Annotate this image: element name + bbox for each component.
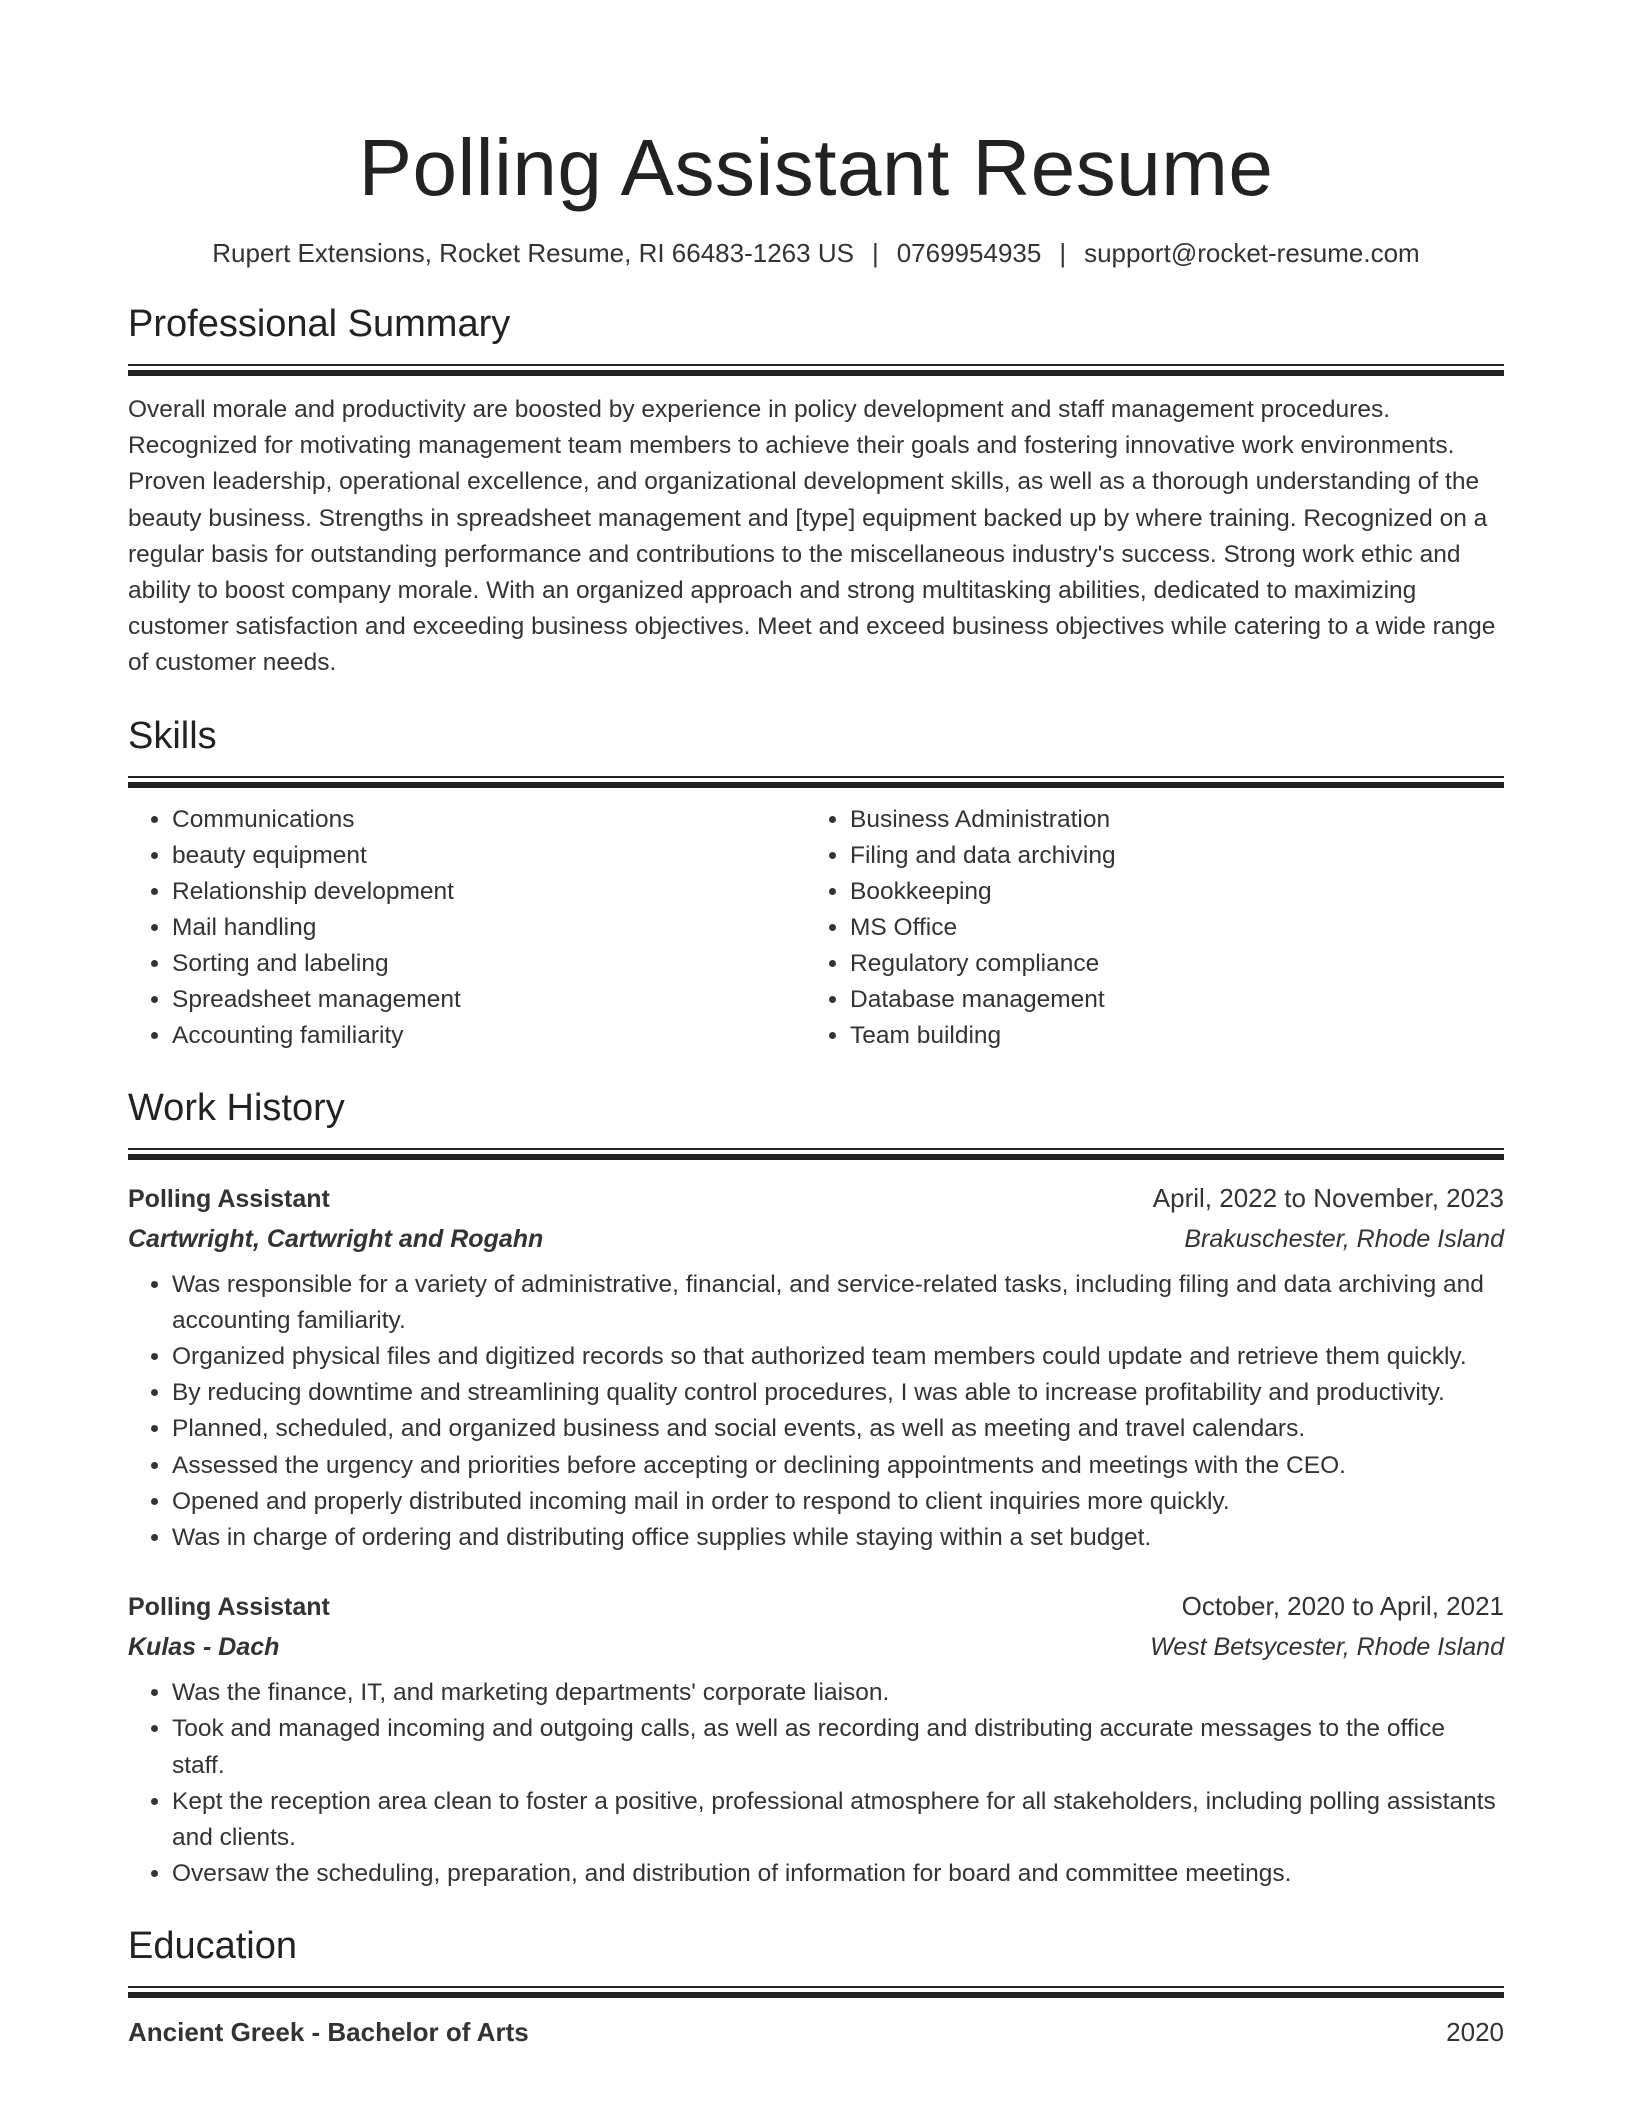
section-divider (128, 776, 1504, 778)
skills-section (128, 712, 1504, 1054)
section-heading-work-history: Work History (128, 1086, 345, 1129)
contact-separator: | (1059, 238, 1067, 268)
skills-list-right (806, 802, 1484, 1054)
duty-item: • Kept the reception area clean to foster a positive, professional atmosphere for all stakeholders, including polling assistants and clients. (172, 1784, 1504, 1856)
resume-page (128, 0, 1504, 2052)
education-entry (128, 2012, 1504, 2052)
skill-item: • MS Office (850, 910, 1484, 946)
duty-item: • Was in charge of ordering and distributing office supplies while staying within a set budget. (172, 1520, 1504, 1556)
job-duties (128, 1675, 1504, 1892)
section-heading-education: Education (128, 1925, 298, 1968)
skill-item: • Sorting and labeling (172, 946, 806, 982)
education-section (128, 1922, 1504, 2052)
skill-item: • Bookkeeping (850, 874, 1484, 910)
job-location: West Betsycester, Rhode Island (1150, 1633, 1504, 1662)
job-company: Kulas - Dach (128, 1633, 280, 1662)
duty-item: • Assessed the urgency and priorities before accepting or declining appointments and meetings with the CEO. (172, 1448, 1504, 1484)
job-title: Polling Assistant (128, 1593, 330, 1622)
contact-phone: 0769954935 (896, 238, 1042, 268)
skill-item: • Communications (172, 802, 806, 838)
job-dates: October, 2020 to April, 2021 (1181, 1591, 1504, 1622)
skill-item: • Database management (850, 982, 1484, 1018)
work-history-section (128, 1084, 1504, 1893)
job-header (128, 1586, 1504, 1627)
skill-item: • Mail handling (172, 910, 806, 946)
skill-item: • beauty equipment (172, 838, 806, 874)
job-entry (128, 1586, 1504, 1892)
skill-item: • Business Administration (850, 802, 1484, 838)
contact-separator: | (871, 238, 879, 268)
section-heading-summary: Professional Summary (128, 303, 511, 345)
contact-line (128, 236, 1504, 270)
section-heading-skills: Skills (128, 714, 217, 757)
job-dates: April, 2022 to November, 2023 (1152, 1182, 1504, 1213)
job-duties (128, 1267, 1504, 1557)
skill-item: • Filing and data archiving (850, 838, 1484, 874)
duty-item: • Took and managed incoming and outgoing calls, as well as recording and distributing accurate messages to the office staff. (172, 1711, 1504, 1783)
duty-item: • Opened and properly distributed incoming mail in order to respond to client inquiries more quickly. (172, 1484, 1504, 1520)
job-entry (128, 1178, 1504, 1557)
contact-email: support@rocket-resume.com (1084, 238, 1420, 268)
section-divider (128, 1986, 1504, 1988)
summary-text: Overall morale and productivity are boosted by experience in policy development and staff management procedures. Recognized for motivating management team members to achieve their goals and fostering innovative work environments. Proven leadership, operational excellence, and organizational development skills, as well as a thorough understanding of the beauty business. Strengths in spreadsheet management and [type] equipment backed up by where training. Recognized on a regular basis for outstanding performance and contributions to the miscellaneous industry's success. Strong work ethic and ability to boost company morale. With an organized approach and strong multitasking abilities, dedicated to maximizing customer satisfaction and exceeding business objectives. Meet and exceed business objectives while catering to a wide range of customer needs. (128, 396, 1496, 677)
education-year: 2020 (1446, 2017, 1504, 2048)
skill-item: • Spreadsheet management (172, 982, 806, 1018)
job-title: Polling Assistant (128, 1184, 330, 1213)
summary-section (128, 300, 1504, 682)
section-divider-thick (128, 1992, 1504, 1998)
resume-title: Polling Assistant Resume (358, 123, 1274, 212)
job-subheader (128, 1627, 1504, 1667)
job-subheader (128, 1219, 1504, 1259)
section-divider-thick (128, 370, 1504, 376)
section-divider (128, 1148, 1504, 1150)
section-divider-thick (128, 782, 1504, 788)
duty-item: • Planned, scheduled, and organized business and social events, as well as meeting and travel calendars. (172, 1411, 1504, 1447)
job-company: Cartwright, Cartwright and Rogahn (128, 1224, 544, 1253)
skill-item: • Regulatory compliance (850, 946, 1484, 982)
skills-columns (128, 802, 1504, 1054)
duty-item: • Oversaw the scheduling, preparation, and distribution of information for board and committee meetings. (172, 1856, 1504, 1892)
education-degree: Ancient Greek - Bachelor of Arts (128, 2017, 529, 2048)
skills-list-left (128, 802, 806, 1054)
duty-item: • By reducing downtime and streamlining quality control procedures, I was able to increase profitability and productivity. (172, 1375, 1504, 1411)
duty-item: • Was responsible for a variety of administrative, financial, and service-related tasks, including filing and data archiving and accounting familiarity. (172, 1267, 1504, 1339)
contact-address: Rupert Extensions, Rocket Resume, RI 66483-1263 US (212, 238, 854, 268)
job-location: Brakuschester, Rhode Island (1184, 1224, 1504, 1253)
skill-item: • Team building (850, 1018, 1484, 1054)
skill-item: • Relationship development (172, 874, 806, 910)
skill-item: • Accounting familiarity (172, 1018, 806, 1054)
duty-item: • Organized physical files and digitized records so that authorized team members could update and retrieve them quickly. (172, 1339, 1504, 1375)
job-header (128, 1178, 1504, 1219)
duty-item: • Was the finance, IT, and marketing departments' corporate liaison. (172, 1675, 1504, 1711)
section-divider-thick (128, 1154, 1504, 1160)
section-divider (128, 364, 1504, 366)
